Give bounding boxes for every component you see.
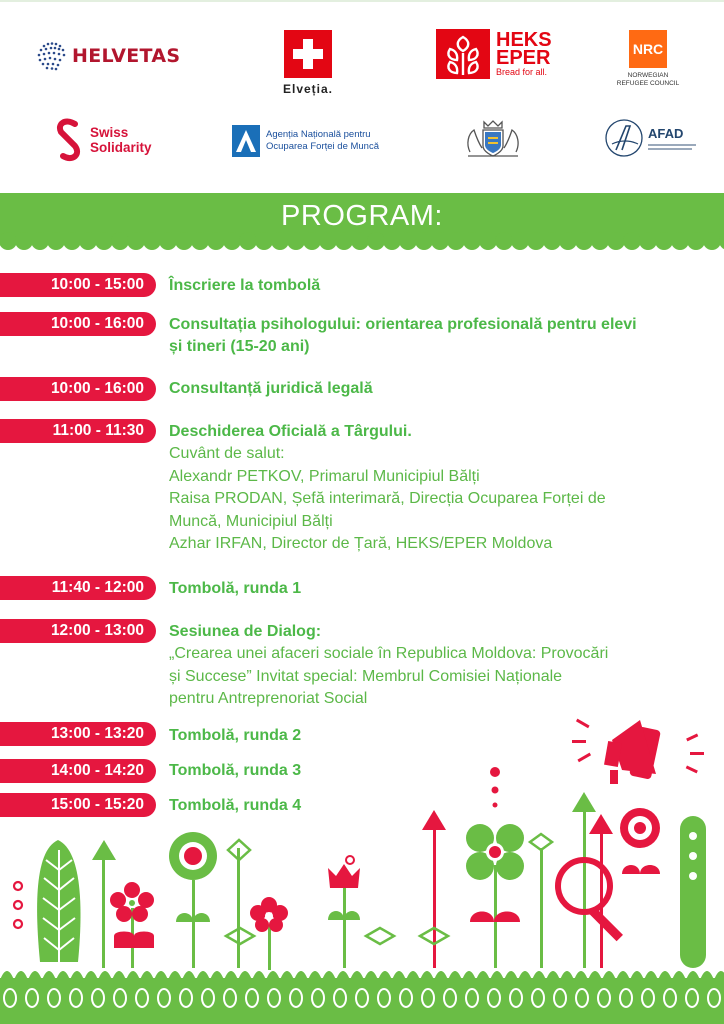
red-star-flower-icon xyxy=(250,897,288,970)
band-scallop xyxy=(399,232,417,250)
schedule-item-title: Deschiderea Oficială a Târgului. xyxy=(169,423,412,440)
band-scallop xyxy=(351,232,369,250)
band-scallop xyxy=(287,232,305,250)
band-scallop xyxy=(175,232,193,250)
band-scallop xyxy=(591,232,609,250)
band-scallop xyxy=(639,232,657,250)
band-scallop xyxy=(223,232,241,250)
anofm-logo xyxy=(232,125,379,157)
solidarity-label: Solidarity xyxy=(90,140,152,155)
decorative-garden-illustration xyxy=(0,700,724,1024)
schedule-item-title: Tombolă, runda 3 xyxy=(169,762,302,779)
band-scallop xyxy=(383,232,401,250)
afad-label: AFAD xyxy=(648,126,684,141)
time-pill: 10:00 - 16:00 xyxy=(0,312,156,336)
band-scallop xyxy=(543,232,561,250)
band-scallop xyxy=(655,232,673,250)
band-scallop xyxy=(431,232,449,250)
swiss-flag-icon xyxy=(281,30,335,84)
schedule-item-line: și Succese” Invitat special: Membrul Comisiei Naționale xyxy=(169,667,563,685)
schedule-item-title: Tombolă, runda 2 xyxy=(169,727,302,744)
band-scallop xyxy=(623,232,641,250)
grass-base xyxy=(0,971,724,1024)
band-scallop xyxy=(271,232,289,250)
top-border xyxy=(0,0,724,2)
schedule-item-line: Muncă, Municipiul Bălți xyxy=(169,512,333,530)
band-scallop xyxy=(511,232,529,250)
band-scallop xyxy=(255,232,273,250)
schedule-item-title: Tombolă, runda 4 xyxy=(169,797,302,814)
band-scallop xyxy=(63,232,81,250)
band-scallop xyxy=(703,232,721,250)
program-title: PROGRAM: xyxy=(281,200,443,232)
band-scallop xyxy=(575,232,593,250)
band-scallop xyxy=(671,232,689,250)
band-scallop xyxy=(687,232,705,250)
band-scallop xyxy=(31,232,49,250)
schedule-item-title: Consultanță juridică legală xyxy=(169,380,373,397)
schedule-item xyxy=(169,275,714,297)
band-scallop xyxy=(463,232,481,250)
band-scallop xyxy=(559,232,577,250)
balti-coat-of-arms-logo xyxy=(462,118,524,160)
band-scallop xyxy=(111,232,129,250)
schedule-item xyxy=(169,421,714,556)
magnifier-icon xyxy=(558,860,623,941)
time-pill: 14:00 - 14:20 xyxy=(0,759,156,783)
heks-label: HEKS xyxy=(496,29,552,51)
nrc-mark: NRC xyxy=(629,30,667,68)
afad-subline xyxy=(648,144,696,146)
time-pill: 12:00 - 13:00 xyxy=(0,619,156,643)
schedule-item-title: Tombolă, runda 1 xyxy=(169,580,302,597)
band-scallop xyxy=(191,232,209,250)
red-wheel-flower-icon xyxy=(620,808,660,874)
schedule-item-line: Cuvânt de salut: xyxy=(169,445,285,462)
coat-of-arms-icon xyxy=(462,118,524,160)
red-flower-icon xyxy=(110,882,154,968)
swiss-solidarity-logo xyxy=(55,118,152,162)
schedule-item-title: Consultația psihologului: orientarea profesională pentru elevi xyxy=(169,316,637,333)
afad-logo xyxy=(604,118,696,158)
wheat-icon xyxy=(436,29,490,79)
schedule-item-line: „Crearea unei afaceri sociale în Republica Moldova: Provocări xyxy=(169,645,609,662)
schedule-item-line: Alexandr PETKOV, Primarul Municipiul Bălți xyxy=(169,467,480,485)
time-pill: 11:00 - 11:30 xyxy=(0,419,156,443)
schedule-item-line: Raisa PRODAN, Șefă interimară, Direcția Ocuparea Forței de xyxy=(169,490,606,507)
schedule-item-line: pentru Antreprenoriat Social xyxy=(169,690,368,707)
leaf-plant-icon xyxy=(37,840,80,962)
afad-icon xyxy=(604,118,644,158)
green-tall-pod-icon xyxy=(680,816,706,968)
schedule-item xyxy=(169,314,714,358)
helvetas-logo xyxy=(34,38,180,74)
band-scallop xyxy=(303,232,321,250)
afad-subline xyxy=(648,148,692,150)
eper-label: EPER xyxy=(496,47,551,69)
elvetia-label: Elveția. xyxy=(282,82,334,96)
band-scallop xyxy=(335,232,353,250)
band-scallop xyxy=(95,232,113,250)
band-scallop xyxy=(207,232,225,250)
anofm-icon xyxy=(232,125,260,157)
heks-tagline: Bread for all. xyxy=(496,67,548,77)
band-scallop xyxy=(479,232,497,250)
band-scallop xyxy=(495,232,513,250)
heks-text xyxy=(496,31,552,77)
globe-icon xyxy=(34,38,70,74)
schedule-item-title: Înscriere la tombolă xyxy=(169,277,321,294)
sunflower-icon xyxy=(169,832,217,968)
anofm-line2: Ocuparea Forței de Muncă xyxy=(266,141,380,152)
band-scallop xyxy=(159,232,177,250)
band-scallop xyxy=(319,232,337,250)
helvetas-label: HELVETAS xyxy=(72,45,181,67)
nrc-sub2: REFUGEE COUNCIL xyxy=(616,80,680,87)
band-scallop xyxy=(527,232,545,250)
time-pill: 13:00 - 13:20 xyxy=(0,722,156,746)
clover-flower-icon xyxy=(466,767,524,968)
megaphone-icon xyxy=(572,719,704,784)
time-pill: 11:40 - 12:00 xyxy=(0,576,156,600)
nrc-sub1: NORWEGIAN xyxy=(627,72,669,79)
schedule-item xyxy=(169,378,714,400)
band-scallop xyxy=(367,232,385,250)
nrc-logo xyxy=(612,30,684,88)
decorative-dots xyxy=(14,882,22,928)
band-scallop xyxy=(127,232,145,250)
time-pill: 10:00 - 16:00 xyxy=(0,377,156,401)
schedule-item xyxy=(169,578,714,600)
elvetia-logo xyxy=(281,30,335,96)
band-scallop xyxy=(415,232,433,250)
band-scallop xyxy=(79,232,97,250)
band-scallop xyxy=(15,232,33,250)
band-scallop xyxy=(607,232,625,250)
swiss-label: Swiss xyxy=(90,125,129,140)
swiss-solidarity-icon xyxy=(55,118,83,162)
tulip-icon xyxy=(328,856,360,968)
time-pill: 10:00 - 15:00 xyxy=(0,273,156,297)
schedule-item-title: Sesiunea de Dialog: xyxy=(169,623,322,640)
schedule-item-title-cont: și tineri (15-20 ani) xyxy=(169,338,310,355)
band-scallop xyxy=(143,232,161,250)
schedule-item xyxy=(169,621,714,711)
anofm-line1: Agenția Națională pentru xyxy=(266,129,371,140)
band-scallop xyxy=(47,232,65,250)
band-scallop xyxy=(239,232,257,250)
heks-eper-logo xyxy=(436,29,552,79)
time-pill: 15:00 - 15:20 xyxy=(0,793,156,817)
band-scallop xyxy=(447,232,465,250)
schedule-item-line: Azhar IRFAN, Director de Țară, HEKS/EPER Moldova xyxy=(169,535,553,552)
